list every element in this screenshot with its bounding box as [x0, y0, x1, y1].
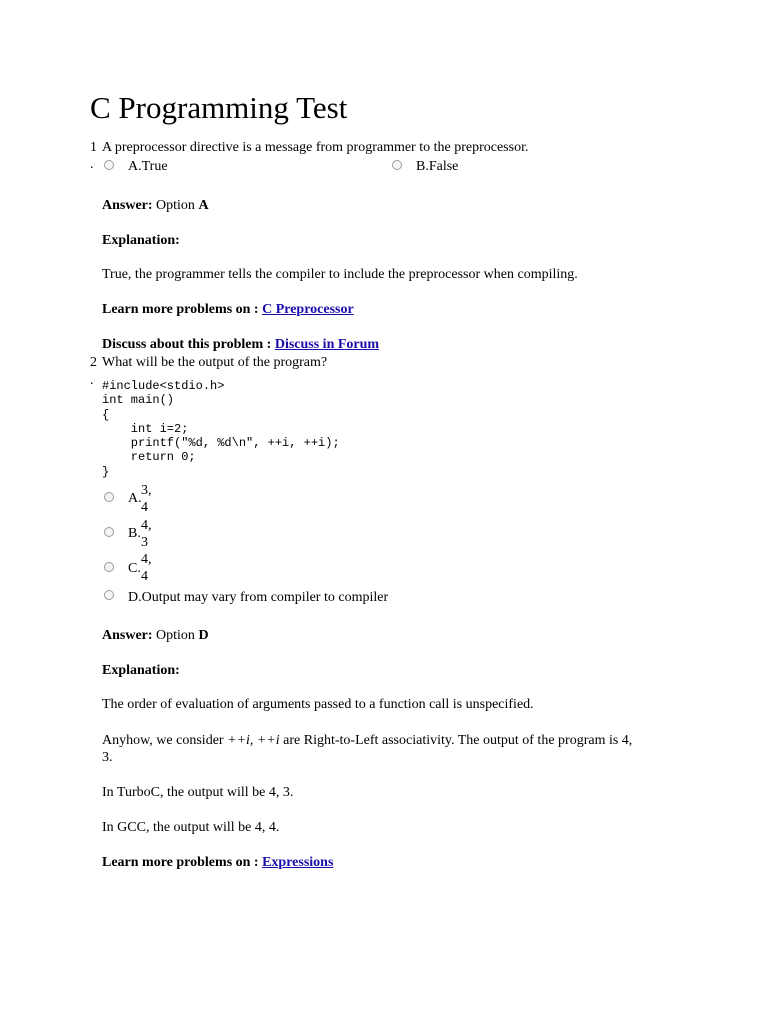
q2-option-d-letter: D. — [128, 590, 142, 605]
q1-learn-more-label: Learn more problems on : — [102, 302, 259, 317]
q1-option-a-text: True — [141, 159, 168, 174]
question-2-number-dot: . — [90, 373, 94, 388]
q1-option-b-text: False — [428, 159, 459, 174]
q2-option-a-line2: 4 — [141, 500, 148, 515]
q1-answer-value: A — [198, 198, 209, 213]
q2-option-b-letter[interactable]: B. — [128, 526, 141, 541]
q2-option-b-radio[interactable] — [104, 527, 114, 537]
q2-option-b-value[interactable] — [141, 517, 152, 551]
q1-answer-prefix: Option — [156, 198, 195, 213]
q2-answer-label: Answer: — [102, 628, 153, 643]
question-1-number: 1 — [90, 140, 97, 155]
q1-explanation-label: Explanation: — [102, 233, 180, 248]
q2-answer-prefix: Option — [156, 628, 195, 643]
q2-option-a-radio[interactable] — [104, 492, 114, 502]
q1-explanation-text: True, the programmer tells the compiler to include the preprocessor when compiling. — [102, 267, 578, 282]
q2-explanation-2-post: are Right-to-Left associativity. The output of the program is 4, — [279, 733, 633, 748]
question-2-number: 2 — [90, 355, 97, 370]
q2-explanation-text-4: In GCC, the output will be 4, 4. — [102, 820, 280, 835]
q1-option-a-letter: A. — [128, 159, 142, 174]
expressions-link[interactable]: Expressions — [262, 855, 334, 870]
q2-option-c-letter[interactable]: C. — [128, 561, 141, 576]
discuss-in-forum-link[interactable]: Discuss in Forum — [274, 337, 380, 352]
q2-option-a-letter[interactable]: A. — [128, 491, 142, 506]
q2-answer — [102, 627, 209, 645]
question-1-text: A preprocessor directive is a message from programmer to the preprocessor. — [102, 140, 529, 155]
q2-explanation-label: Explanation: — [102, 663, 180, 678]
q2-learn-more-label: Learn more problems on : — [102, 855, 259, 870]
q2-explanation-text-2-cont: 3. — [102, 750, 113, 765]
q2-option-b-line2: 3 — [141, 535, 148, 550]
q2-answer-value: D — [198, 628, 209, 643]
q1-discuss — [102, 336, 379, 354]
q1-option-a[interactable] — [128, 158, 168, 176]
q2-option-d-text: Output may vary from compiler to compiler — [141, 590, 389, 605]
question-1-number-dot: . — [90, 157, 94, 172]
q1-option-b-letter: B. — [416, 159, 429, 174]
q2-option-a-value[interactable] — [141, 482, 152, 516]
q2-option-d-radio[interactable] — [104, 590, 114, 600]
q2-explanation-text-3: In TurboC, the output will be 4, 3. — [102, 785, 294, 800]
question-2-text: What will be the output of the program? — [102, 355, 328, 370]
q2-explanation-text-1: The order of evaluation of arguments passed to a function call is unspecified. — [102, 697, 534, 712]
c-preprocessor-link[interactable]: C Preprocessor — [262, 302, 354, 317]
q2-explanation-text-2 — [102, 732, 632, 750]
q1-discuss-label: Discuss about this problem : — [102, 337, 272, 352]
q2-option-c-value[interactable] — [141, 551, 152, 585]
q2-learn-more — [102, 854, 333, 872]
q2-option-d[interactable] — [128, 589, 388, 607]
code-block: #include<stdio.h> int main() { int i=2; printf("%d, %d\n", ++i, ++i); return 0; } — [102, 379, 340, 479]
q2-explanation-2-italic: ++i, ++i — [227, 733, 280, 748]
q1-answer-label: Answer: — [102, 198, 153, 213]
q2-option-c-radio[interactable] — [104, 562, 114, 572]
q2-option-c-line1: 4, — [141, 552, 152, 567]
q1-option-b[interactable] — [416, 158, 458, 176]
q1-answer — [102, 197, 209, 215]
q1-option-b-radio[interactable] — [392, 160, 402, 170]
q1-option-a-radio[interactable] — [104, 160, 114, 170]
q2-option-b-line1: 4, — [141, 518, 152, 533]
q2-option-a-line1: 3, — [141, 483, 152, 498]
q1-learn-more — [102, 301, 354, 319]
q2-explanation-2-pre: Anyhow, we consider — [102, 733, 228, 748]
q2-option-c-line2: 4 — [141, 569, 148, 584]
page-title: C Programming Test — [90, 90, 348, 125]
